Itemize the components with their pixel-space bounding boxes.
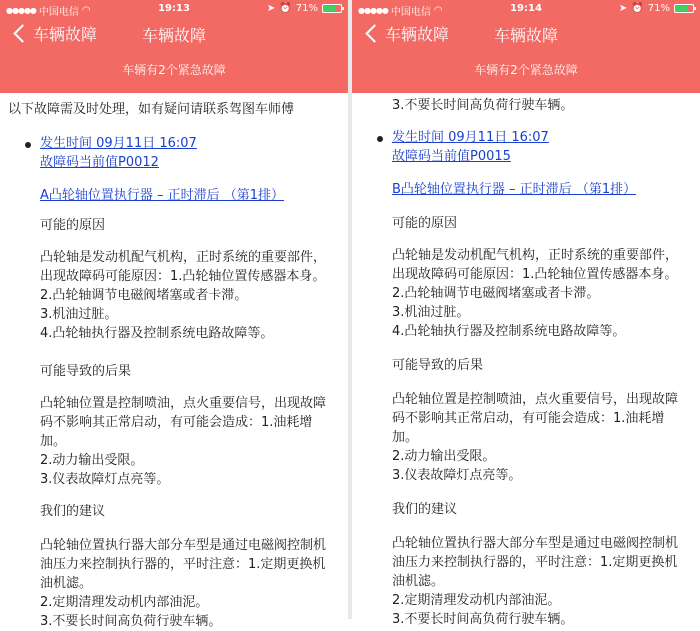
page-title: 车辆故障 (493, 26, 558, 45)
advice-line: 油机滤。 (392, 574, 445, 589)
nav-bar (0, 20, 348, 52)
effect-line: 3.仪表故障灯点亮等。 (40, 472, 170, 487)
fault-code-link[interactable]: 故障码当前值P0015 (392, 149, 511, 164)
alarm-icon: ⏰ (631, 3, 644, 14)
advice-heading: 我们的建议 (392, 502, 458, 517)
list-bullet (377, 136, 383, 142)
wifi-icon: ◠ (81, 5, 91, 16)
status-time: 19:13 (158, 3, 190, 14)
fault-time-link[interactable]: 发生时间 09月11日 16:07 (392, 130, 549, 145)
fault-title-link[interactable]: B凸轮轴位置执行器 – 正时滞后 （第1排） (392, 182, 637, 197)
cause-line: 2.凸轮轴调节电磁阀堵塞或者卡滞。 (40, 288, 248, 303)
advice-line: 油压力来控制执行器的，平时注意：1.定期更换机 (392, 555, 678, 570)
nav-bar (352, 20, 700, 52)
battery-percent: 71% (647, 3, 670, 14)
header-bar (0, 0, 348, 93)
cause-line: 4.凸轮轴执行器及控制系统电路故障等。 (40, 326, 274, 341)
fault-count-subtitle: 车辆有2个紧急故障 (474, 63, 578, 77)
signal-dots-icon: ●●●●● (358, 6, 388, 15)
effect-line: 加。 (40, 434, 67, 449)
effect-heading: 可能导致的后果 (392, 358, 484, 373)
battery-icon (322, 4, 342, 13)
location-icon: ➤ (266, 3, 276, 14)
list-bullet (25, 142, 31, 148)
effect-line: 码不影响其正常启动，有可能会造成：1.油耗增 (40, 415, 313, 430)
carrier-name: 中国电信 (390, 7, 431, 18)
battery-icon (674, 4, 694, 13)
effect-heading: 可能导致的后果 (40, 364, 132, 379)
alarm-icon: ⏰ (279, 3, 292, 14)
advice-line: 2.定期清理发动机内部油泥。 (40, 595, 209, 610)
cause-line: 出现故障码可能原因：1.凸轮轴位置传感器本身。 (392, 267, 678, 282)
cause-line: 3.机油过脏。 (40, 307, 118, 322)
signal-dots-icon: ●●●●● (6, 6, 36, 15)
effect-line: 2.动力输出受限。 (392, 449, 496, 464)
intro-text: 以下故障需及时处理，如有疑问请联系驾图车师傅 (8, 102, 295, 117)
advice-line: 油机滤。 (40, 576, 93, 591)
advice-line: 3.不要长时间高负荷行驶车辆。 (40, 614, 222, 629)
cause-line: 4.凸轮轴执行器及控制系统电路故障等。 (392, 324, 626, 339)
right-screen (352, 0, 700, 627)
cause-line: 凸轮轴是发动机配气机构，正时系统的重要部件， (40, 250, 327, 265)
back-label: 车辆故障 (385, 25, 450, 44)
effect-line: 凸轮轴位置是控制喷油，点火重要信号，出现故障 (392, 392, 679, 407)
advice-line: 2.定期清理发动机内部油泥。 (392, 593, 561, 608)
effect-line: 2.动力输出受限。 (40, 453, 144, 468)
left-screen (0, 0, 348, 629)
battery-percent: 71% (295, 3, 318, 14)
wifi-icon: ◠ (433, 5, 443, 16)
header-bar (352, 0, 700, 93)
cause-line: 2.凸轮轴调节电磁阀堵塞或者卡滞。 (392, 286, 600, 301)
location-icon: ➤ (618, 3, 628, 14)
status-bar (0, 0, 348, 18)
advice-line: 油压力来控制执行器的，平时注意：1.定期更换机 (40, 557, 326, 572)
effect-line: 加。 (392, 430, 419, 445)
cause-line: 凸轮轴是发动机配气机构，正时系统的重要部件， (392, 248, 679, 263)
advice-line: 3.不要长时间高负荷行驶车辆。 (392, 98, 574, 113)
effect-line: 凸轮轴位置是控制喷油，点火重要信号，出现故障 (40, 396, 327, 411)
cause-heading: 可能的原因 (40, 218, 106, 233)
advice-line: 凸轮轴位置执行器大部分车型是通过电磁阀控制机 (392, 536, 679, 551)
carrier-name: 中国电信 (38, 7, 79, 18)
cause-line: 出现故障码可能原因：1.凸轮轴位置传感器本身。 (40, 269, 326, 284)
status-time: 19:14 (510, 3, 542, 14)
back-label: 车辆故障 (33, 25, 98, 44)
fault-count-subtitle: 车辆有2个紧急故障 (122, 63, 226, 77)
fault-time-link[interactable]: 发生时间 09月11日 16:07 (40, 136, 197, 151)
advice-line: 3.不要长时间高负荷行驶车辆。 (392, 612, 574, 627)
effect-line: 3.仪表故障灯点亮等。 (392, 468, 522, 483)
cause-line: 3.机油过脏。 (392, 305, 470, 320)
page-title: 车辆故障 (141, 26, 206, 45)
advice-line: 凸轮轴位置执行器大部分车型是通过电磁阀控制机 (40, 538, 327, 553)
cause-heading: 可能的原因 (392, 216, 458, 231)
effect-line: 码不影响其正常启动，有可能会造成：1.油耗增 (392, 411, 665, 426)
fault-title-link[interactable]: A凸轮轴位置执行器 – 正时滞后 （第1排） (40, 188, 285, 203)
advice-heading: 我们的建议 (40, 504, 106, 519)
fault-code-link[interactable]: 故障码当前值P0012 (40, 155, 159, 170)
status-bar (352, 0, 700, 18)
